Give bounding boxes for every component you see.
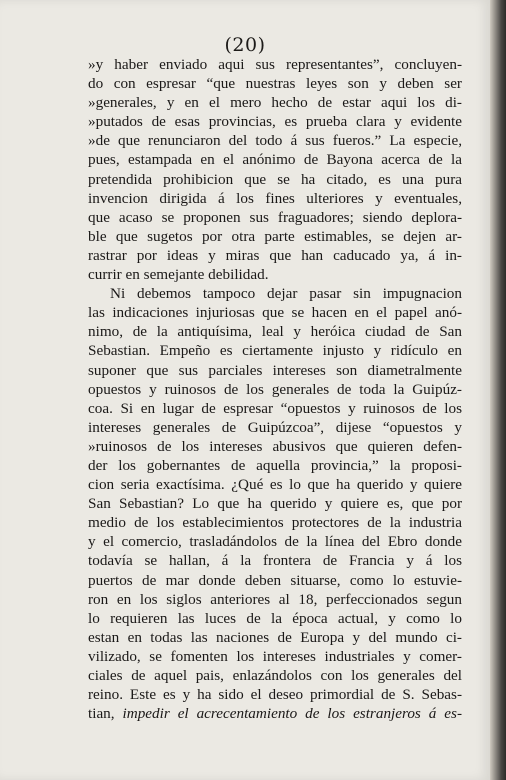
text-line: »y haber enviado aqui sus representantes”, concluyen- bbox=[88, 56, 462, 73]
text-line: y el comercio, trasladándolos de la línea del Ebro donde bbox=[88, 533, 462, 551]
text-line: »de que renunciaron del todo á sus fueros.” La especie, bbox=[88, 132, 462, 150]
text-line: do con espresar “que nuestras leyes son y deben ser bbox=[88, 75, 462, 93]
final-line-roman: tian, bbox=[88, 705, 115, 723]
text-line: coa. Si en lugar de espresar “opuestos y ruinosos de los bbox=[88, 399, 462, 417]
text-line: opuestos y ruinosos de los generales de toda la Guipúz- bbox=[88, 380, 462, 398]
text-line: estan en todas las naciones de Europa y del mundo ci- bbox=[88, 628, 462, 646]
text-line: pues, estampada en el anónimo de Bayona acerca de la bbox=[88, 151, 462, 169]
text-line: Ni debemos tampoco dejar pasar sin impugnacion bbox=[110, 285, 462, 303]
final-line-italic: impedir el acrecentamiento de los estranjeros á es- bbox=[122, 705, 463, 723]
text-line: »ruinosos de los intereses abusivos que quieren defen- bbox=[88, 437, 462, 455]
text-line: invencion dirigida á los fines ulteriores y eventuales, bbox=[88, 189, 462, 207]
text-line: rastrar por ideas y miras que han caducado ya, á in- bbox=[88, 246, 462, 264]
text-line: ble que sugetos por otra parte estimables, se dejen ar- bbox=[88, 227, 462, 245]
text-line: pretendida prohibicion que se ha citado, es una pura bbox=[88, 170, 462, 188]
text-line: der los gobernantes de aquella provincia,” la proposi- bbox=[88, 456, 462, 474]
text-line: que acaso se proponen sus fraguadores; siendo deplora- bbox=[88, 208, 462, 226]
text-line: »putados de esas provincias, es prueba clara y evidente bbox=[88, 113, 462, 131]
body-text bbox=[88, 55, 462, 723]
text-line: currir en semejante debilidad. bbox=[88, 266, 269, 284]
text-line: Sebastian. Empeño es ciertamente injusto y ridículo en bbox=[88, 342, 462, 360]
text-line: San Sebastian? Lo que ha querido y quiere es, que por bbox=[88, 495, 462, 513]
text-line: reino. Este es y ha sido el deseo primordial de S. Sebas- bbox=[88, 686, 462, 704]
text-line: medio de los establecimientos protectores de la industria bbox=[88, 514, 462, 532]
text-line: vilizado, se fomenten los intereses industriales y comer- bbox=[88, 647, 462, 665]
book-spine-shadow bbox=[490, 0, 506, 780]
text-line: suponer que sus parciales intereses son diametralmente bbox=[88, 361, 462, 379]
text-line: cion seria exactísima. ¿Qué es lo que ha querido y quiere bbox=[88, 476, 462, 494]
page-number: (20) bbox=[224, 34, 266, 56]
text-line: todavía se hallan, á la frontera de Francia y á los bbox=[88, 552, 462, 570]
text-line: intereses generales de Guipúzcoa”, dijese “opuestos y bbox=[88, 418, 462, 436]
text-line: las indicaciones injuriosas que se hacen en el papel anó- bbox=[88, 304, 462, 322]
text-line: »generales, y en el mero hecho de estar aqui los di- bbox=[88, 94, 462, 112]
text-line: lo requieren las luces de la época actual, y como lo bbox=[88, 609, 462, 627]
text-line: puertos de mar donde deben situarse, como lo estuvie- bbox=[88, 571, 462, 589]
text-line: nimo, de la antiquísima, leal y heróica ciudad de San bbox=[88, 323, 462, 341]
text-line-final bbox=[88, 704, 462, 723]
text-line: ciales de aquel pais, enlazándolos con los generales del bbox=[88, 667, 462, 684]
text-line: ron en los siglos anteriores al 18, perfeccionados segun bbox=[88, 590, 462, 608]
